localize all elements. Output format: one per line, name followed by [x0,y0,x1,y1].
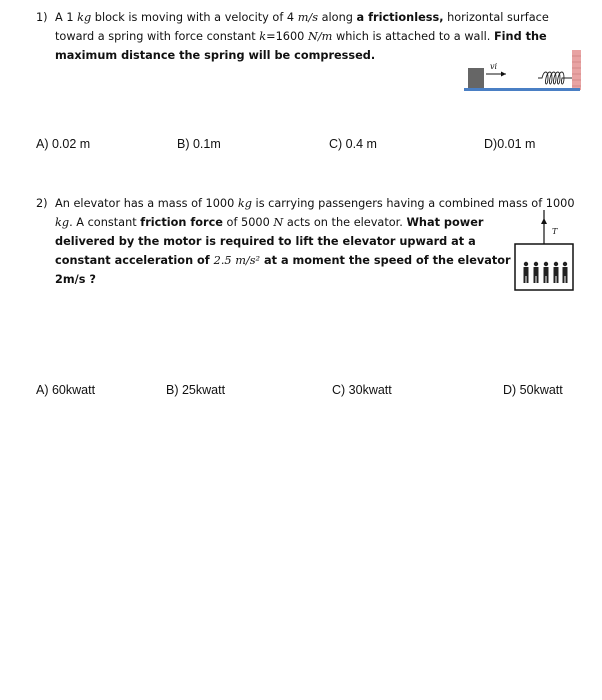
block-spring-figure [462,48,582,96]
q1-option-c[interactable]: C) 0.4 m [329,137,377,151]
tension-arrow [541,218,547,224]
question-1-number: 1) [36,11,48,24]
block [468,68,484,88]
question-1-line-3: maximum distance the spring will be compressed. [55,49,376,62]
question-2-line-2: kg. A constant friction force of 5000 N acts on the elevator. What power [55,216,484,229]
question-2-text [55,194,575,289]
elevator-figure [512,210,578,294]
q2-option-a[interactable]: A) 60kwatt [36,383,96,397]
q2-option-c[interactable]: C) 30kwatt [332,383,392,397]
question-1-line-1: A 1 kg block is moving with a velocity of 4 m/s along a frictionless, horizontal surface [55,11,549,24]
q2-option-b[interactable]: B) 25kwatt [166,383,226,397]
question-2-line-1: An elevator has a mass of 1000 kg is carrying passengers having a combined mass of 1000 [55,197,575,210]
q1-option-a[interactable]: A) 0.02 m [36,137,91,151]
question-2-number: 2) [36,197,48,210]
question-2-line-3: delivered by the motor is required to lift the elevator upward at a [55,235,476,248]
question-2-line-5: 2m/s ? [55,273,96,286]
floor [464,88,580,91]
q1-option-d[interactable]: D)0.01 m [484,137,536,151]
question-1-line-2: toward a spring with force constant k=1600 N/m which is attached to a wall. Find the [55,30,547,43]
q2-option-d[interactable]: D) 50kwatt [503,383,563,397]
q1-option-b[interactable]: B) 0.1m [177,137,221,151]
spring [538,72,572,84]
velocity-label: vi [490,62,498,71]
tension-label: T [552,227,558,236]
question-2-line-4: constant acceleration of 2.5 m/s² at a moment the speed of the elevator [55,254,511,267]
